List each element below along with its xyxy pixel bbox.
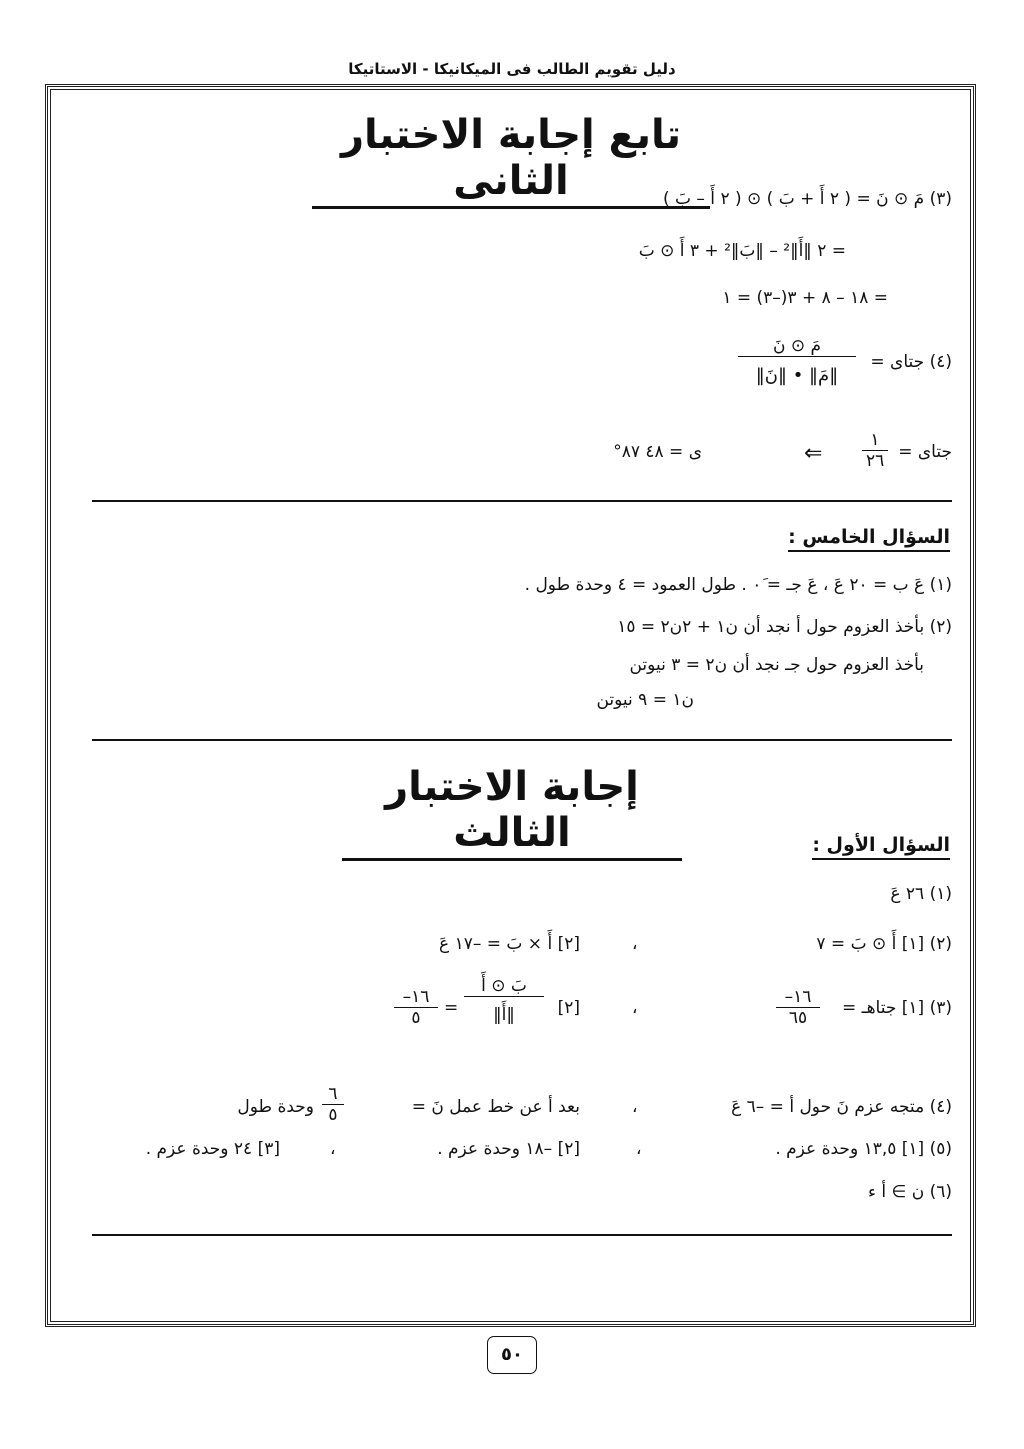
item-3-part-1-fraction — [776, 987, 820, 1028]
item-5-part-2: [٢] –١٨ وحدة عزم . — [437, 1139, 580, 1159]
item-4-fraction — [322, 1084, 344, 1125]
item-3-part-2-numerator: بَ ⊙ أَ — [481, 976, 527, 996]
fifth-q-line-1: (١) عَ ب = ٢٠ عَ ، عَ جـ = ٠َ . طول العمود = ٤ وحدة طول . — [524, 575, 952, 595]
item-3-part-1-label: (٣) [١] جتاهـ = — [841, 998, 952, 1018]
item-3-part-2-result-fraction — [394, 987, 438, 1028]
item-4-denominator: ٥ — [328, 1105, 338, 1125]
divider — [92, 500, 952, 502]
q3-line-3: = ١٨ – ٨ + ٣(–٣) = ١ — [722, 288, 888, 308]
implies-arrow-icon: ⇐ — [804, 441, 823, 466]
item-2-part-1: (٢) [١] أَ ⊙ بَ = ٧ — [816, 934, 952, 954]
separator: ، — [632, 998, 638, 1018]
page-frame-inner — [50, 89, 971, 1322]
section-title-third-exam: إجابة الاختبار الثالث — [342, 764, 682, 861]
item-4-unit: وحدة طول — [237, 1097, 314, 1117]
q4-result-fraction — [862, 430, 888, 471]
separator: ، — [632, 934, 638, 954]
item-3-part-2-result-numerator: –١٦ — [402, 987, 430, 1007]
item-3-part-2-result-denominator: ٥ — [411, 1008, 421, 1028]
item-1: (١) ٢٦ عَ — [890, 884, 952, 904]
section-title-continued-second-exam: تابع إجابة الاختبار الثانى — [312, 112, 710, 209]
divider — [92, 1234, 952, 1236]
item-5-part-3: [٣] ٢٤ وحدة عزم . — [145, 1139, 280, 1159]
heading-first-question: السؤال الأول : — [812, 834, 950, 860]
item-3-part-1-denominator: ٦٥ — [788, 1008, 808, 1028]
equals-sign: = — [444, 998, 459, 1018]
q4-denominator: ‖مَ‖ • ‖نَ‖ — [755, 365, 839, 386]
q4-result-denominator: ٢٦ — [866, 451, 885, 471]
q4-result-angle: ى = ٤٨ ٨٧° — [613, 442, 702, 462]
separator: ، — [330, 1139, 336, 1159]
separator: ، — [632, 1097, 638, 1117]
item-3-part-2-label: [٢] — [557, 998, 580, 1018]
fifth-q-line-3: بأخذ العزوم حول جـ نجد أن ن٢ = ٣ نيوتن — [629, 655, 924, 675]
q3-line-1: (٣) مَ ⊙ نَ = ( ٢ أَ + بَ ) ⊙ ( ٢ أَ – بَ ) — [662, 189, 952, 209]
item-4-part-2-text: بعد أ عن خط عمل نَ = — [411, 1097, 580, 1117]
item-5-part-1: (٥) [١] ١٣,٥ وحدة عزم . — [775, 1139, 952, 1159]
q4-result-label: جتاى = — [898, 442, 952, 462]
item-3-part-1-numerator: –١٦ — [784, 987, 812, 1007]
q4-numerator: مَ ⊙ نَ — [772, 336, 822, 356]
fifth-q-line-4: ن١ = ٩ نيوتن — [596, 690, 694, 710]
q4-fraction — [738, 336, 856, 386]
separator: ، — [636, 1139, 642, 1159]
item-4-part-1: (٤) متجه عزم نَ حول أ = –٦ عَ — [731, 1097, 952, 1117]
running-header: دليل تقويم الطالب فى الميكانيكا - الاستاتيكا — [348, 60, 676, 78]
q4-result-numerator: ١ — [870, 430, 880, 450]
fifth-q-line-2: (٢) بأخذ العزوم حول أ نجد أن ن١ + ٢ن٢ = ١٥ — [617, 617, 952, 637]
item-6: (٦) ن ∋ أ ء — [867, 1182, 952, 1202]
item-2-part-2: [٢] أَ × بَ = –١٧ عَ — [439, 934, 580, 954]
item-3-part-2-fraction — [464, 976, 544, 1025]
q4-label: (٤) جتاى = — [870, 352, 952, 372]
item-4-numerator: ٦ — [328, 1084, 338, 1104]
item-3-part-2-denominator: ‖أَ‖ — [493, 1005, 515, 1025]
divider — [92, 739, 952, 741]
q3-line-2: = ٢ ‖أَ‖² – ‖بَ‖² + ٣ أَ ⊙ بَ — [638, 241, 846, 261]
heading-fifth-question: السؤال الخامس : — [788, 526, 950, 552]
page-number: ٥٠ — [487, 1336, 537, 1374]
